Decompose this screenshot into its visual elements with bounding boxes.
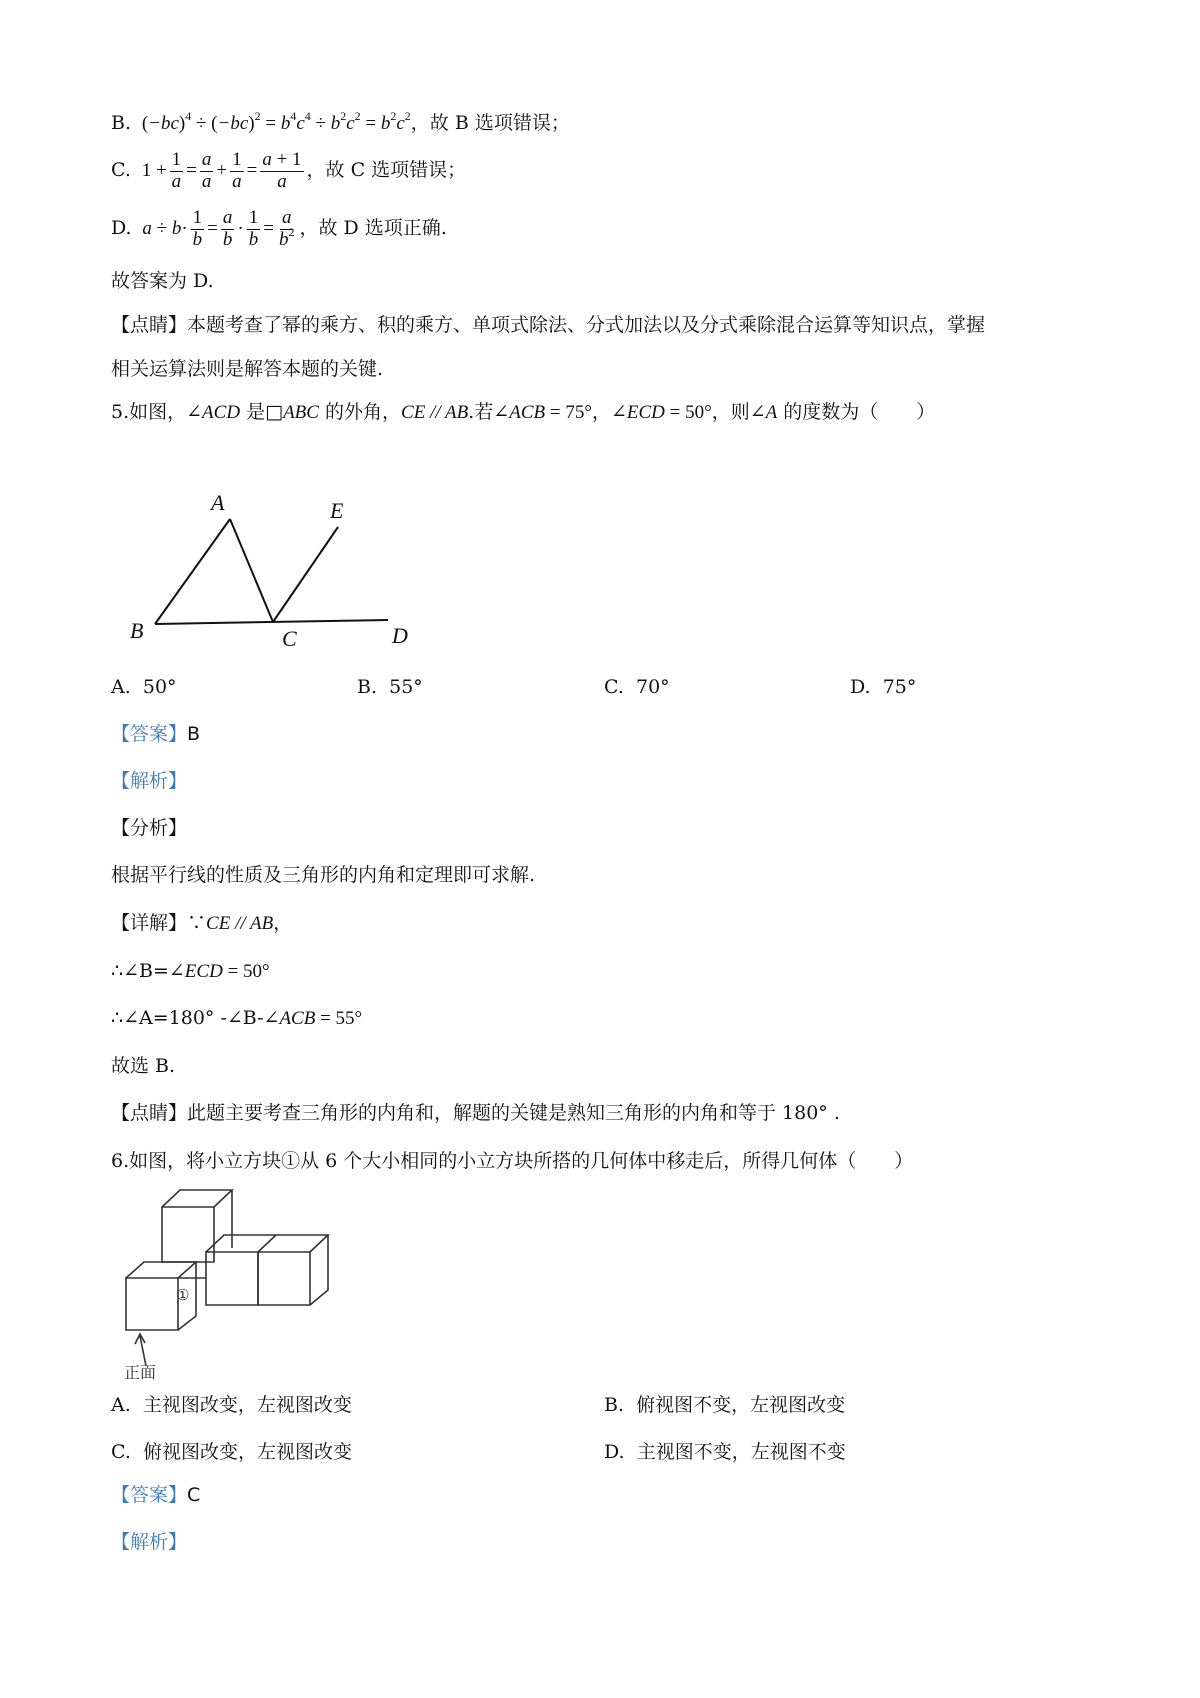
label-b: B xyxy=(130,618,144,643)
q6-option-b: B. 俯视图不变，左视图改变 xyxy=(604,1394,846,1416)
q5-option-d: D. 75° xyxy=(850,676,917,698)
label-e: E xyxy=(330,498,344,523)
formula-c: 1 + $\frac{1}{a}$ = $\frac{a}{a}$ + $\frac{1}{a}$ = $\frac{a + 1}{a}$ xyxy=(141,149,302,192)
q5-option-b: B. 55° xyxy=(357,676,423,698)
cube-1-marker: ① xyxy=(176,1286,190,1304)
q5-fenxi-text: 根据平行线的性质及三角形的内角和定理即可求解. xyxy=(111,864,536,886)
q6-option-c: C. 俯视图改变，左视图改变 xyxy=(111,1441,353,1463)
label-a: A xyxy=(211,490,225,515)
formula-b: $(-bc)^4 \div (-bc)^2 = b^4c^4 \div b^2c^2 = b^2c^2$ xyxy=(141,109,411,134)
q5-analysis-tag: 【解析】 xyxy=(111,770,188,792)
q5-choose: 故选 B. xyxy=(111,1055,176,1077)
q6-stem: 6.如图，将小立方块①从 6 个大小相同的小立方块所搭的几何体中移走后，所得几何体（ ） xyxy=(111,1150,914,1172)
label-c: C xyxy=(282,626,297,651)
q5-option-a: A. 50° xyxy=(111,676,177,698)
comment-line-1: 【点睛】本题考查了幂的乘方、积的乘方、单项式除法、分式加法以及分式乘除混合运算等知识点，掌握 xyxy=(111,314,986,336)
q5-fenxi-tag: 【分析】 xyxy=(111,817,188,839)
q5-step-2: ∴∠A=180° -∠B-∠ACB = 55° xyxy=(111,1007,363,1029)
q6-analysis-tag: 【解析】 xyxy=(111,1531,188,1553)
solution-line-d: D. a ÷ b· $\frac{1}{b}$ = $\frac{a}{b}$ · $\frac{1}{b}$ = $\frac{a}{b^2}$ ，故 D 选项正确. xyxy=(111,207,447,250)
conclusion-text: 故答案为 D. xyxy=(111,270,214,292)
q6-option-d: D. 主视图不变，左视图不变 xyxy=(604,1441,846,1463)
comment-line-2: 相关运算法则是解答本题的关键. xyxy=(111,358,384,380)
q6-answer: 【答案】C xyxy=(111,1484,201,1506)
q6-option-a: A. 主视图改变，左视图改变 xyxy=(111,1394,352,1416)
label-d: D xyxy=(392,623,408,648)
q5-detail: 【详解】∵CE // AB， xyxy=(111,912,293,934)
solution-line-b: B. $(-bc)^4 \div (-bc)^2 = b^4c^4 \div b^2c^2 = b^2c^2$，故 B 选项错误； xyxy=(111,109,570,134)
q5-stem: 5.如图，∠ACD 是□ABC 的外角，CE // AB.若∠ACB = 75°，∠ECD = 50°，则∠A 的度数为（ ） xyxy=(111,401,936,423)
q5-step-1: ∴∠B=∠ECD = 50° xyxy=(111,960,270,982)
solution-line-c: C. 1 + $\frac{1}{a}$ = $\frac{a}{a}$ + $\frac{1}{a}$ = $\frac{a + 1}{a}$ ，故 C 选项错误； xyxy=(111,149,467,192)
q5-answer: 【答案】B xyxy=(111,723,201,745)
front-label: 正面 xyxy=(124,1363,157,1382)
formula-d: a ÷ b· $\frac{1}{b}$ = $\frac{a}{b}$ · $\frac{1}{b}$ = $\frac{a}{b^2}$ xyxy=(137,207,295,250)
q5-comment: 【点睛】此题主要考查三角形的内角和，解题的关键是熟知三角形的内角和等于 180° . xyxy=(111,1102,840,1124)
q5-option-c: C. 70° xyxy=(604,676,670,698)
